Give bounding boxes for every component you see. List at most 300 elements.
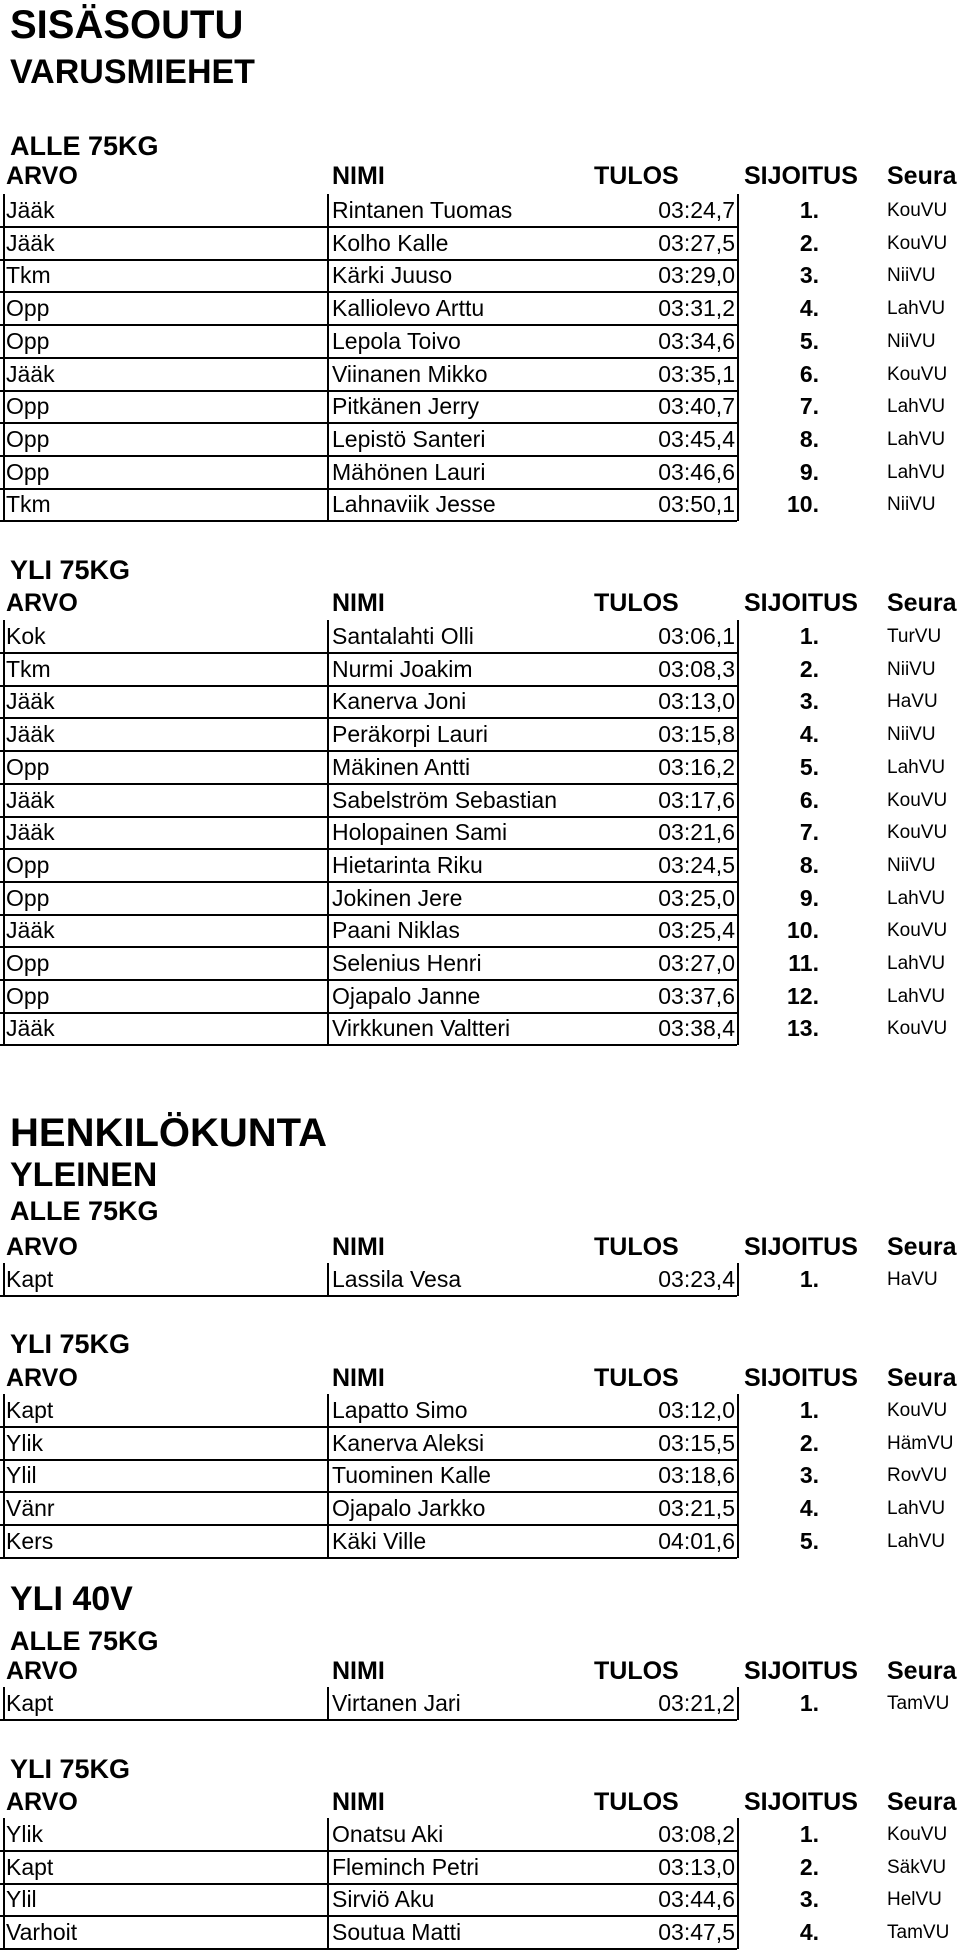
- cell-border: [737, 1687, 739, 1720]
- cell-nimi: Peräkorpi Lauri: [332, 721, 488, 748]
- cell-seura: LahVU: [887, 953, 946, 974]
- table-row: [0, 1687, 960, 1720]
- cell-seura: KouVU: [887, 822, 948, 844]
- cell-border: [3, 882, 5, 915]
- cell-border: [3, 751, 5, 784]
- cell-border: [327, 227, 329, 260]
- column-header-row: [0, 1786, 960, 1819]
- header-tulos: TULOS: [594, 1788, 679, 1816]
- cell-tulos: 03:44,6: [658, 1886, 735, 1913]
- cell-border: [737, 325, 739, 358]
- cell-arvo: Kok: [6, 623, 46, 649]
- cell-border: [3, 259, 5, 292]
- section-title-level-1: SISÄSOUTU: [10, 3, 244, 47]
- cell-arvo: Jääk: [6, 917, 55, 944]
- cell-nimi: Lapatto Simo: [332, 1397, 468, 1423]
- cell-border: [3, 1525, 5, 1558]
- table-row: [0, 1818, 960, 1851]
- cell-border: [3, 194, 5, 227]
- cell-border: [737, 488, 739, 521]
- header-nimi: NIMI: [332, 1233, 385, 1261]
- cell-tulos: 03:23,4: [658, 1266, 735, 1292]
- cell-tulos: 03:13,0: [658, 688, 735, 715]
- cell-sijoitus: 4.: [799, 295, 819, 322]
- header-tulos: TULOS: [594, 1364, 679, 1392]
- cell-nimi: Mäkinen Antti: [332, 753, 471, 780]
- cell-border: [737, 358, 739, 391]
- cell-border: [3, 325, 5, 358]
- table-row: [0, 259, 960, 292]
- cell-border: [3, 1492, 5, 1525]
- cell-sijoitus: 3.: [799, 688, 819, 715]
- cell-nimi: Viinanen Mikko: [332, 360, 488, 387]
- cell-seura: LahVU: [887, 298, 946, 320]
- cell-border: [737, 1883, 739, 1916]
- cell-sijoitus: 6.: [799, 786, 819, 813]
- cell-arvo: Jääk: [6, 1015, 55, 1042]
- header-seura: Seura: [887, 1788, 957, 1816]
- cell-sijoitus: 10.: [787, 491, 819, 518]
- cell-nimi: Sirviö Aku: [332, 1886, 435, 1913]
- cell-arvo: Kapt: [6, 1853, 54, 1880]
- cell-border: [3, 947, 5, 980]
- table-row: [0, 1394, 960, 1427]
- cell-border: [3, 1394, 5, 1427]
- cell-arvo: Tkm: [6, 491, 51, 518]
- cell-arvo: Opp: [6, 458, 50, 485]
- cell-border: [3, 358, 5, 391]
- header-arvo: ARVO: [6, 162, 78, 190]
- cell-sijoitus: 3.: [799, 1886, 819, 1913]
- cell-arvo: Tkm: [6, 655, 51, 682]
- cell-border: [737, 784, 739, 817]
- cell-border: [737, 1427, 739, 1460]
- cell-border: [3, 1012, 5, 1045]
- cell-tulos: 03:21,2: [658, 1690, 735, 1716]
- cell-tulos: 03:24,5: [658, 851, 735, 878]
- cell-border: [327, 653, 329, 686]
- header-sijoitus: SIJOITUS: [744, 589, 858, 617]
- cell-sijoitus: 13.: [787, 1015, 819, 1042]
- cell-border: [737, 849, 739, 882]
- cell-seura: KouVU: [887, 232, 948, 254]
- table-row: [0, 292, 960, 325]
- cell-tulos: 03:18,6: [658, 1462, 735, 1489]
- cell-border: [737, 227, 739, 260]
- cell-tulos: 03:34,6: [658, 327, 735, 354]
- table-row: [0, 325, 960, 358]
- cell-sijoitus: 2.: [799, 1853, 819, 1880]
- cell-arvo: Jääk: [6, 721, 55, 748]
- cell-border: [327, 718, 329, 751]
- cell-border: [737, 947, 739, 980]
- cell-tulos: 03:29,0: [658, 262, 735, 289]
- section-title-level-3: YLI 75KG: [10, 555, 131, 585]
- header-seura: Seura: [887, 1364, 957, 1392]
- cell-arvo: Tkm: [6, 262, 51, 289]
- table-row: [0, 784, 960, 817]
- cell-border: [3, 1263, 5, 1296]
- header-sijoitus: SIJOITUS: [744, 1657, 858, 1685]
- cell-seura: LahVU: [887, 396, 946, 418]
- cell-nimi: Mähönen Lauri: [332, 458, 486, 485]
- cell-arvo: Opp: [6, 950, 50, 976]
- cell-border: [3, 488, 5, 521]
- cell-tulos: 03:38,4: [658, 1015, 735, 1042]
- cell-seura: NiiVU: [887, 265, 936, 287]
- cell-tulos: 03:46,6: [658, 458, 735, 485]
- cell-border: [3, 1818, 5, 1851]
- section-title-level-3: ALLE 75KG: [10, 131, 159, 161]
- cell-nimi: Ojapalo Jarkko: [332, 1495, 486, 1522]
- cell-border: [327, 423, 329, 456]
- table-row: [0, 882, 960, 915]
- section-title-level-3: ALLE 75KG: [10, 1196, 159, 1226]
- cell-border: [3, 390, 5, 423]
- cell-border: [3, 653, 5, 686]
- cell-seura: NiiVU: [887, 330, 936, 352]
- cell-arvo: Varhoit: [6, 1919, 78, 1946]
- column-header-row: [0, 1362, 960, 1395]
- table-row: [0, 1883, 960, 1916]
- cell-sijoitus: 8.: [799, 851, 819, 878]
- cell-border: [327, 816, 329, 849]
- cell-border: [737, 456, 739, 489]
- table-row: [0, 947, 960, 980]
- cell-seura: NiiVU: [887, 724, 936, 746]
- cell-border: [737, 816, 739, 849]
- table-row: [0, 849, 960, 882]
- cell-sijoitus: 9.: [799, 884, 819, 911]
- header-seura: Seura: [887, 162, 957, 190]
- cell-sijoitus: 4.: [799, 721, 819, 748]
- cell-seura: LahVU: [887, 428, 946, 450]
- cell-border: [3, 1883, 5, 1916]
- cell-border: [327, 1427, 329, 1460]
- cell-arvo: Jääk: [6, 688, 55, 715]
- cell-nimi: Hietarinta Riku: [332, 851, 483, 878]
- cell-nimi: Jokinen Jere: [332, 884, 463, 911]
- cell-arvo: Kapt: [6, 1397, 54, 1423]
- cell-seura: KouVU: [887, 789, 948, 811]
- cell-seura: KouVU: [887, 1018, 948, 1040]
- cell-arvo: Ylil: [6, 1886, 37, 1913]
- cell-seura: LahVU: [887, 461, 946, 483]
- cell-border: [327, 194, 329, 227]
- column-header-row: [0, 1231, 960, 1264]
- cell-tulos: 03:27,5: [658, 229, 735, 256]
- cell-border: [327, 784, 329, 817]
- cell-border: [327, 620, 329, 653]
- cell-border: [3, 456, 5, 489]
- section-title-level-2: YLI 40V: [10, 1580, 133, 1618]
- section-title-level-2: VARUSMIEHET: [10, 53, 255, 91]
- cell-seura: KouVU: [887, 1400, 948, 1421]
- cell-border: [327, 1687, 329, 1720]
- table-row: [0, 1427, 960, 1460]
- table-row: [0, 1012, 960, 1045]
- cell-seura: LahVU: [887, 1498, 946, 1520]
- cell-border: [737, 390, 739, 423]
- cell-tulos: 03:17,6: [658, 786, 735, 813]
- cell-tulos: 03:16,2: [658, 753, 735, 780]
- table-row: [0, 456, 960, 489]
- cell-arvo: Kapt: [6, 1266, 54, 1292]
- cell-nimi: Kalliolevo Arttu: [332, 295, 485, 322]
- table-row: [0, 1492, 960, 1525]
- cell-nimi: Fleminch Petri: [332, 1853, 479, 1880]
- header-tulos: TULOS: [594, 1233, 679, 1261]
- cell-arvo: Opp: [6, 425, 50, 452]
- cell-nimi: Paani Niklas: [332, 917, 460, 944]
- header-tulos: TULOS: [594, 1657, 679, 1685]
- cell-border: [737, 882, 739, 915]
- cell-arvo: Opp: [6, 295, 50, 322]
- header-seura: Seura: [887, 589, 957, 617]
- section-title-level-2: YLEINEN: [10, 1156, 158, 1194]
- cell-border: [3, 1459, 5, 1492]
- cell-nimi: Lepistö Santeri: [332, 425, 486, 452]
- cell-sijoitus: 7.: [799, 819, 819, 846]
- cell-border: [737, 1818, 739, 1851]
- cell-sijoitus: 3.: [799, 1462, 819, 1489]
- cell-nimi: Tuominen Kalle: [332, 1462, 491, 1489]
- cell-sijoitus: 5.: [799, 753, 819, 780]
- table-row: [0, 751, 960, 784]
- cell-seura: KouVU: [887, 1824, 948, 1845]
- cell-border: [327, 1012, 329, 1045]
- cell-sijoitus: 4.: [799, 1919, 819, 1946]
- table-row: [0, 390, 960, 423]
- cell-border: [737, 653, 739, 686]
- cell-border: [737, 1492, 739, 1525]
- cell-tulos: 03:45,4: [658, 425, 735, 452]
- table-row: [0, 488, 960, 521]
- cell-border: [737, 620, 739, 653]
- cell-arvo: Ylik: [6, 1821, 44, 1847]
- cell-border: [737, 1459, 739, 1492]
- cell-border: [3, 227, 5, 260]
- cell-seura: LahVU: [887, 887, 946, 909]
- header-nimi: NIMI: [332, 1657, 385, 1685]
- table-row: [0, 423, 960, 456]
- cell-border: [327, 325, 329, 358]
- cell-nimi: Lassila Vesa: [332, 1266, 462, 1292]
- column-header-row: [0, 1655, 960, 1688]
- cell-border: [3, 620, 5, 653]
- cell-tulos: 03:50,1: [658, 491, 735, 518]
- cell-seura: KouVU: [887, 200, 948, 221]
- cell-seura: KouVU: [887, 363, 948, 385]
- cell-nimi: Kanerva Joni: [332, 688, 467, 715]
- cell-arvo: Opp: [6, 884, 50, 911]
- cell-nimi: Pitkänen Jerry: [332, 393, 480, 420]
- cell-border: [327, 1916, 329, 1949]
- cell-tulos: 03:06,1: [658, 623, 735, 649]
- table-row: [0, 718, 960, 751]
- cell-border: [327, 259, 329, 292]
- cell-sijoitus: 9.: [799, 458, 819, 485]
- cell-seura: HelVU: [887, 1889, 942, 1911]
- cell-border: [737, 423, 739, 456]
- cell-border: [737, 751, 739, 784]
- cell-sijoitus: 4.: [799, 1495, 819, 1522]
- cell-border: [327, 390, 329, 423]
- cell-seura: HaVU: [887, 1269, 938, 1290]
- cell-seura: NiiVU: [887, 854, 936, 876]
- cell-arvo: Kers: [6, 1527, 54, 1554]
- cell-border: [327, 947, 329, 980]
- cell-seura: TurVU: [887, 626, 942, 647]
- cell-border: [327, 1263, 329, 1296]
- cell-tulos: 03:21,6: [658, 819, 735, 846]
- header-arvo: ARVO: [6, 1788, 78, 1816]
- cell-seura: LahVU: [887, 756, 946, 778]
- cell-tulos: 03:27,0: [658, 950, 735, 976]
- cell-seura: SäkVU: [887, 1856, 947, 1878]
- header-arvo: ARVO: [6, 589, 78, 617]
- cell-border: [3, 718, 5, 751]
- cell-nimi: Kolho Kalle: [332, 229, 449, 256]
- cell-seura: NiiVU: [887, 658, 936, 680]
- table-row: [0, 1525, 960, 1558]
- cell-nimi: Virkkunen Valtteri: [332, 1015, 511, 1042]
- cell-arvo: Jääk: [6, 360, 55, 387]
- cell-border: [327, 1851, 329, 1884]
- cell-tulos: 03:31,2: [658, 295, 735, 322]
- cell-sijoitus: 8.: [799, 425, 819, 452]
- header-tulos: TULOS: [594, 162, 679, 190]
- cell-sijoitus: 5.: [799, 1527, 819, 1554]
- cell-arvo: Jääk: [6, 229, 55, 256]
- cell-border: [737, 1916, 739, 1949]
- cell-border: [327, 980, 329, 1013]
- cell-arvo: Opp: [6, 982, 50, 1009]
- cell-border: [3, 914, 5, 947]
- cell-border: [3, 1916, 5, 1949]
- cell-border: [3, 685, 5, 718]
- section-title-level-3: YLI 75KG: [10, 1754, 131, 1784]
- cell-seura: HämVU: [887, 1432, 954, 1454]
- cell-nimi: Kanerva Aleksi: [332, 1429, 485, 1456]
- cell-tulos: 03:24,7: [658, 197, 735, 223]
- cell-nimi: Onatsu Aki: [332, 1821, 444, 1847]
- header-sijoitus: SIJOITUS: [744, 1364, 858, 1392]
- cell-border: [3, 980, 5, 1013]
- cell-border: [327, 882, 329, 915]
- cell-border: [3, 1851, 5, 1884]
- table-row: [0, 1916, 960, 1949]
- cell-border: [327, 1492, 329, 1525]
- cell-arvo: Jääk: [6, 786, 55, 813]
- cell-seura: LahVU: [887, 1530, 946, 1552]
- cell-nimi: Soutua Matti: [332, 1919, 462, 1946]
- cell-sijoitus: 2.: [799, 229, 819, 256]
- cell-border: [737, 292, 739, 325]
- cell-border: [327, 292, 329, 325]
- cell-border: [737, 1394, 739, 1427]
- cell-seura: TamVU: [887, 1922, 950, 1944]
- cell-border: [327, 1394, 329, 1427]
- cell-tulos: 03:37,6: [658, 982, 735, 1009]
- cell-nimi: Santalahti Olli: [332, 623, 474, 649]
- cell-sijoitus: 11.: [788, 950, 819, 976]
- cell-seura: KouVU: [887, 920, 948, 942]
- cell-seura: LahVU: [887, 985, 946, 1007]
- cell-border: [737, 1851, 739, 1884]
- header-nimi: NIMI: [332, 1364, 385, 1392]
- section-title-level-3: ALLE 75KG: [10, 1626, 159, 1656]
- header-sijoitus: SIJOITUS: [744, 1788, 858, 1816]
- cell-tulos: 04:01,6: [658, 1527, 735, 1554]
- cell-border: [327, 849, 329, 882]
- header-seura: Seura: [887, 1657, 957, 1685]
- header-sijoitus: SIJOITUS: [744, 1233, 858, 1261]
- cell-border: [3, 1687, 5, 1720]
- cell-sijoitus: 1.: [799, 1397, 819, 1423]
- cell-border: [737, 1525, 739, 1558]
- cell-border: [327, 358, 329, 391]
- cell-arvo: Ylik: [6, 1429, 44, 1456]
- cell-nimi: Rintanen Tuomas: [332, 197, 513, 223]
- header-sijoitus: SIJOITUS: [744, 162, 858, 190]
- table-row: [0, 358, 960, 391]
- cell-tulos: 03:15,8: [658, 721, 735, 748]
- cell-border: [3, 849, 5, 882]
- cell-tulos: 03:21,5: [658, 1495, 735, 1522]
- cell-arvo: Vänr: [6, 1495, 55, 1522]
- cell-sijoitus: 2.: [799, 1429, 819, 1456]
- cell-border: [737, 685, 739, 718]
- table-row: [0, 685, 960, 718]
- cell-nimi: Holopainen Sami: [332, 819, 508, 846]
- column-header-row: [0, 160, 960, 193]
- cell-nimi: Nurmi Joakim: [332, 655, 473, 682]
- header-arvo: ARVO: [6, 1233, 78, 1261]
- column-header-row: [0, 587, 960, 620]
- cell-nimi: Selenius Henri: [332, 950, 482, 976]
- cell-border: [3, 292, 5, 325]
- table-row: [0, 1459, 960, 1492]
- cell-nimi: Käki Ville: [332, 1527, 427, 1554]
- cell-border: [737, 194, 739, 227]
- cell-border: [327, 1883, 329, 1916]
- header-nimi: NIMI: [332, 589, 385, 617]
- cell-sijoitus: 5.: [799, 327, 819, 354]
- cell-arvo: Jääk: [6, 819, 55, 846]
- cell-seura: RovVU: [887, 1465, 948, 1487]
- cell-nimi: Ojapalo Janne: [332, 982, 481, 1009]
- header-arvo: ARVO: [6, 1657, 78, 1685]
- cell-tulos: 03:13,0: [658, 1853, 735, 1880]
- cell-border: [3, 784, 5, 817]
- cell-sijoitus: 1.: [799, 623, 819, 649]
- table-row: [0, 1263, 960, 1296]
- cell-border: [327, 488, 329, 521]
- section-title-level-1: HENKILÖKUNTA: [10, 1111, 328, 1155]
- cell-border: [737, 259, 739, 292]
- cell-sijoitus: 12.: [787, 982, 819, 1009]
- header-nimi: NIMI: [332, 1788, 385, 1816]
- table-row: [0, 620, 960, 653]
- cell-border: [327, 685, 329, 718]
- cell-seura: HaVU: [887, 691, 938, 713]
- cell-sijoitus: 6.: [799, 360, 819, 387]
- cell-tulos: 03:12,0: [658, 1397, 735, 1423]
- header-arvo: ARVO: [6, 1364, 78, 1392]
- table-row: [0, 194, 960, 227]
- cell-border: [327, 1459, 329, 1492]
